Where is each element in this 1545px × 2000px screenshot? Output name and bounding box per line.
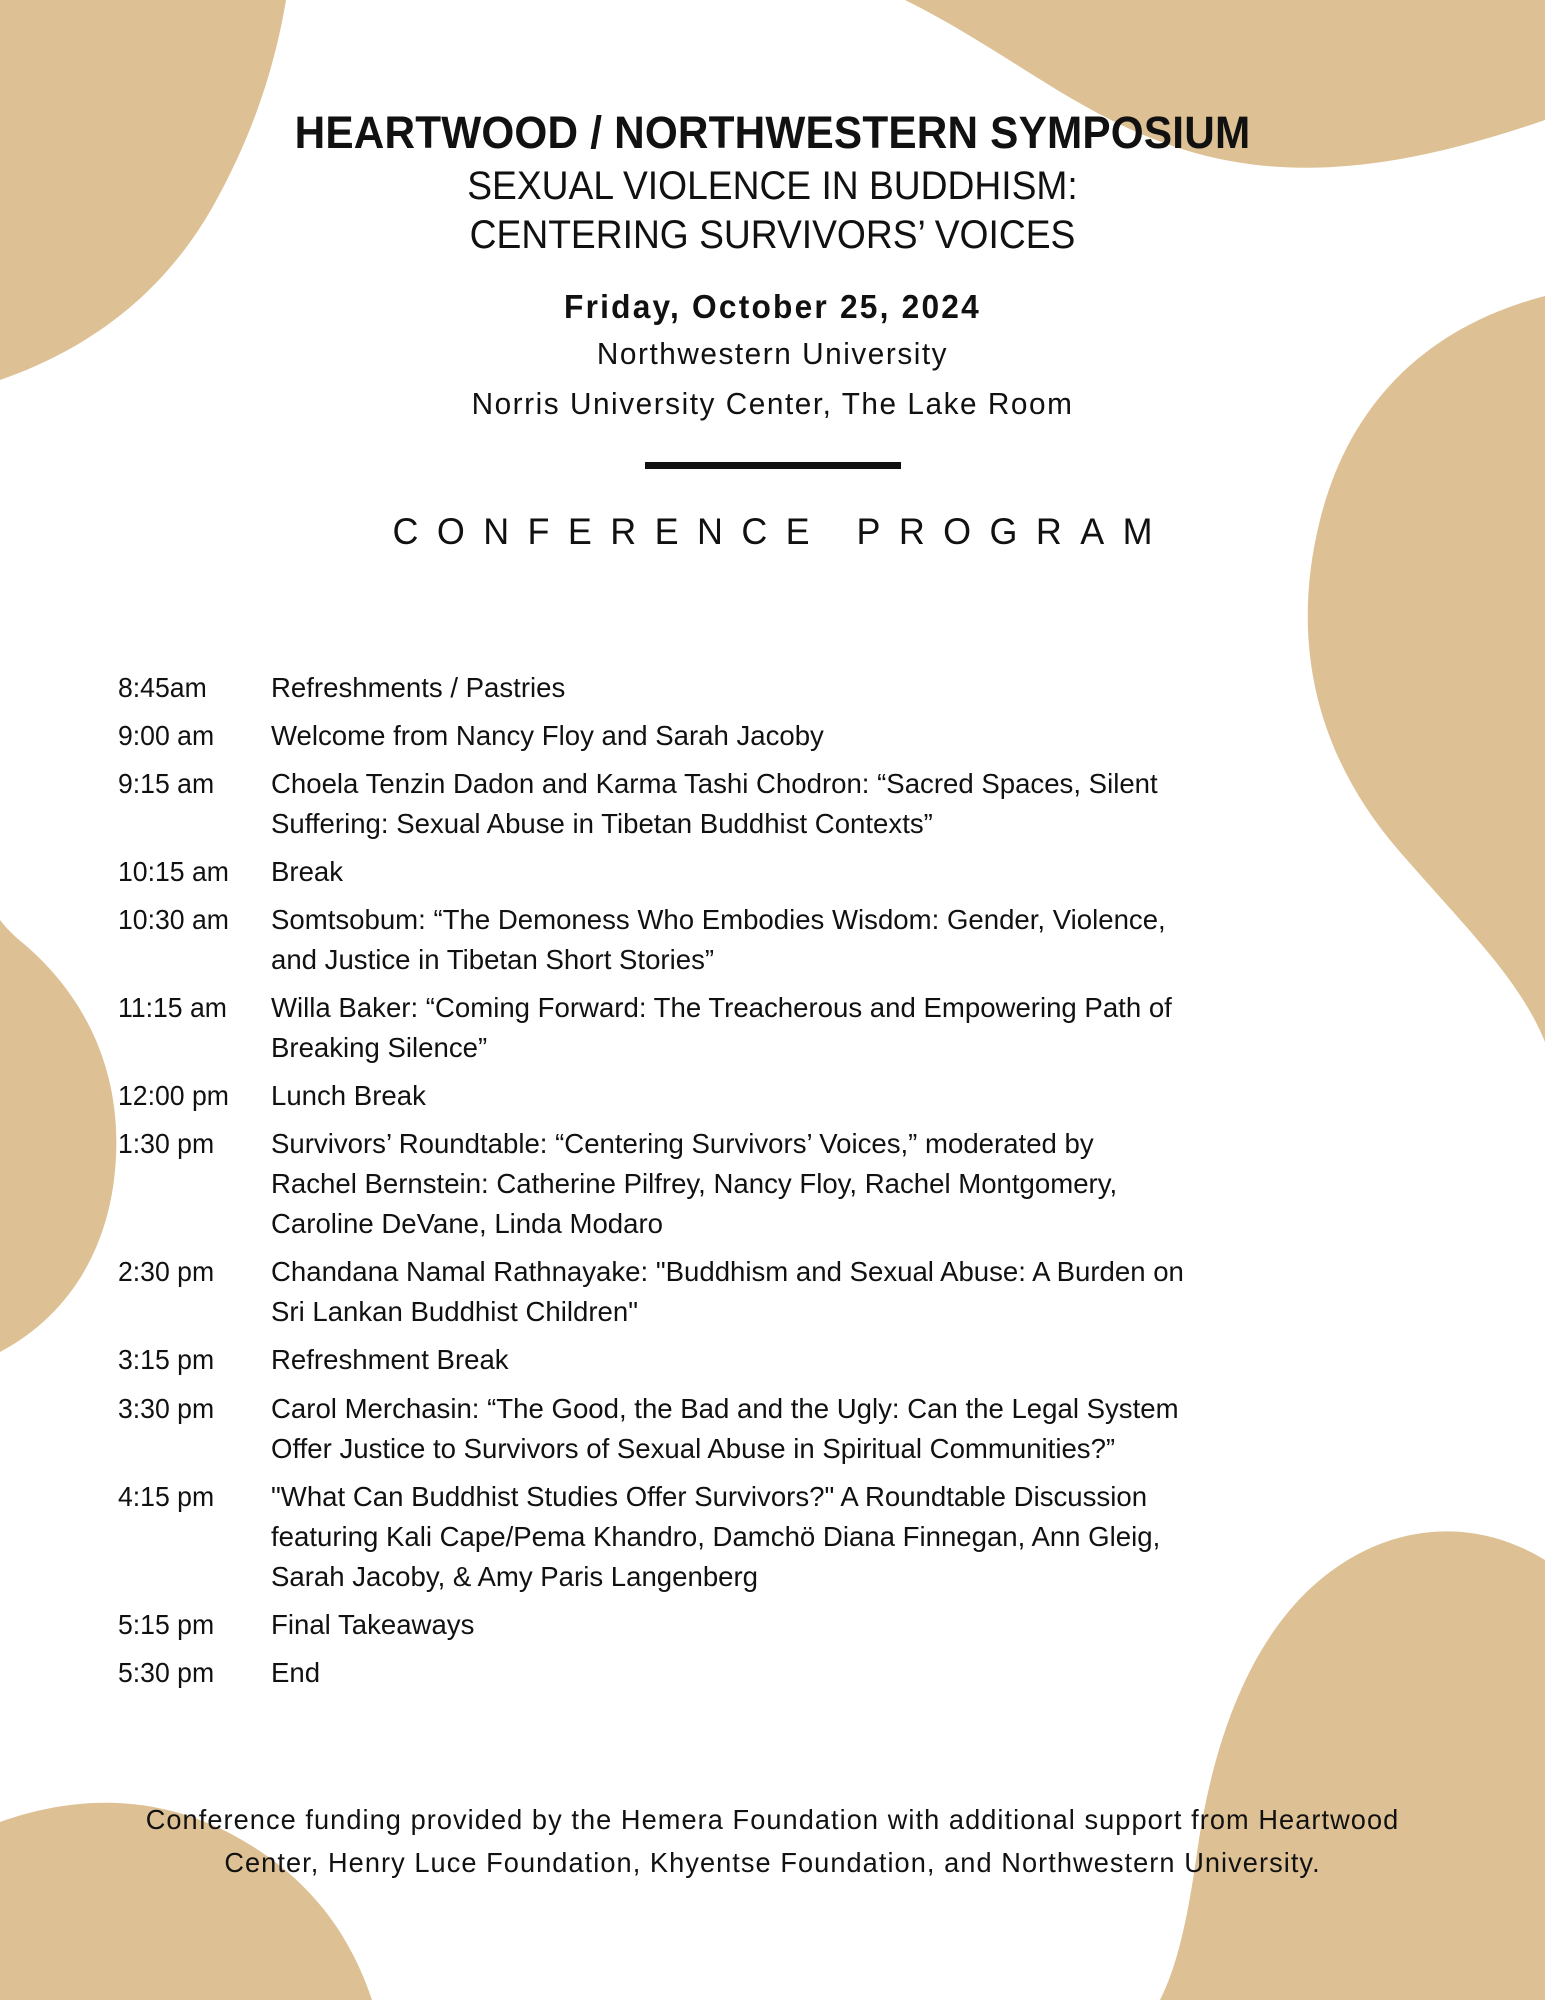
schedule-row-description: Willa Baker: “Coming Forward: The Treacherous and Empowering Path of Breaking Silence” [271,992,1172,1064]
schedule-row-description: "What Can Buddhist Studies Offer Survivors?" A Roundtable Discussion featuring Kali Cape/Pema Khandro, Damchö Diana Finnegan, Ann Gleig, Sarah Jacoby, & Amy Paris Langenberg [271,1480,1161,1592]
schedule-row [118,1605,1198,1645]
schedule-row [118,1124,1198,1244]
schedule-row [118,764,1198,844]
schedule-row-time: 3:30 pm [118,1392,215,1424]
venue-room: Norris University Center, The Lake Room [471,386,1074,421]
poster-header [0,108,1545,553]
schedule-row [118,1252,1198,1332]
symposium-subtitle-line-2: CENTERING SURVIVORS’ VOICES [469,213,1076,258]
schedule-row-time: 12:00 pm [118,1080,229,1112]
event-date: Friday, October 25, 2024 [564,287,981,325]
schedule-row-description: Refreshments / Pastries [271,672,566,703]
schedule-row-description: Lunch Break [271,1080,426,1112]
schedule-row-description: Somtsobum: “The Demoness Who Embodies Wisdom: Gender, Violence, and Justice in Tibetan Short Stories” [271,904,1166,976]
schedule-row-time: 10:15 am [118,856,229,888]
schedule-row [118,716,1198,756]
schedule-row-time: 11:15 am [118,992,227,1024]
schedule-row [118,1340,1198,1380]
schedule-row-description: Carol Merchasin: “The Good, the Bad and the Ugly: Can the Legal System Offer Justice to Survivors of Sexual Abuse in Spiritual Communities?” [271,1392,1179,1464]
schedule-row-description: Final Takeaways [271,1608,475,1640]
schedule-row-time: 5:30 pm [118,1656,215,1688]
venue-institution: Northwestern University [596,335,949,371]
schedule-row [118,668,1198,708]
schedule-row-description: End [271,1656,321,1688]
schedule-row [118,1389,1198,1469]
schedule-row [118,1076,1198,1116]
schedule-row-time: 10:30 am [118,904,229,936]
schedule-row-time: 8:45am [118,672,207,703]
schedule-row-time: 2:30 pm [118,1256,215,1288]
schedule-row-time: 4:15 pm [118,1480,215,1512]
schedule-row-time: 1:30 pm [118,1128,215,1160]
schedule-row-description: Survivors’ Roundtable: “Centering Survivors’ Voices,” moderated by Rachel Bernstein: Catherine Pilfrey, Nancy Floy, Rachel Montgomery, Caroline DeVane, Linda Modaro [271,1128,1118,1240]
schedule-row-description: Chandana Namal Rathnayake: "Buddhism and Sexual Abuse: A Burden on Sri Lankan Buddhist Children" [271,1256,1184,1328]
schedule-row [118,1477,1198,1597]
schedule-row-description: Welcome from Nancy Floy and Sarah Jacoby [271,720,824,752]
schedule-row [118,1653,1198,1693]
schedule-row-description: Choela Tenzin Dadon and Karma Tashi Chodron: “Sacred Spaces, Silent Suffering: Sexual Abuse in Tibetan Buddhist Contexts” [271,768,1158,840]
schedule-row [118,900,1198,980]
schedule-row-time: 9:00 am [118,720,215,752]
symposium-title: HEARTWOOD / NORTHWESTERN SYMPOSIUM [294,107,1251,158]
funding-acknowledgement: Conference funding provided by the Hemera Foundation with additional support from Heartwood Center, Henry Luce Foundation, Khyentse Foundation, and Northwestern University. [145,1804,1400,1879]
schedule-row-time: 3:15 pm [118,1344,215,1376]
symposium-subtitle-line-1: SEXUAL VIOLENCE IN BUDDHISM: [467,164,1078,209]
schedule-list [118,668,1198,1701]
schedule-row [118,852,1198,892]
section-divider-rule [645,462,901,469]
schedule-row-description: Refreshment Break [271,1344,509,1376]
schedule-row-time: 9:15 am [118,768,215,800]
conference-program-heading: CONFERENCE PROGRAM [392,511,1171,553]
schedule-row [118,988,1198,1068]
schedule-row-time: 5:15 pm [118,1608,215,1640]
schedule-row-description: Break [271,856,344,888]
